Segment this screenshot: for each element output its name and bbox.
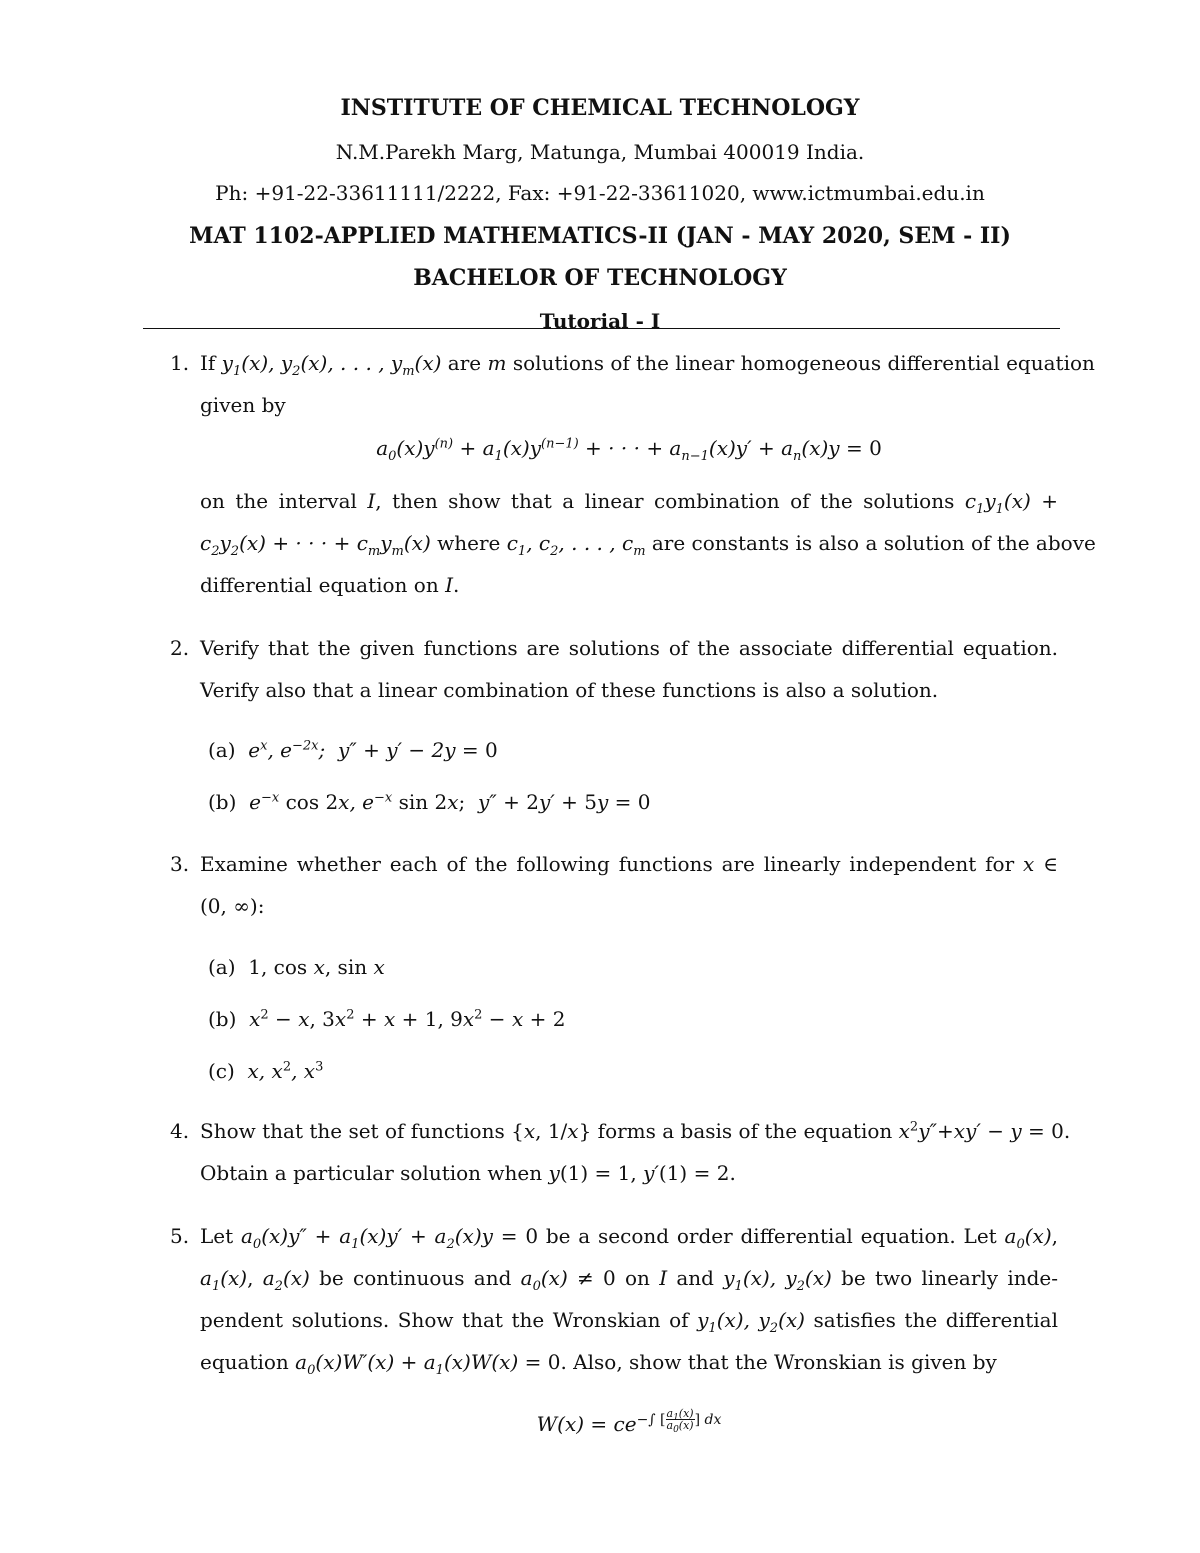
q2-line-1: Verify that the given functions are solutions of the associate differential equation. (200, 636, 1058, 660)
course-title: MAT 1102-APPLIED MATHEMATICS-II (JAN - MAY 2020, SEM - II) (189, 223, 1011, 249)
q2-part-b: (b) $e^{-x}$ cos 2x, $e^{-x}$ sin 2x; y″ + 2y′ + 5y = 0 (208, 790, 651, 814)
q5-line-2: $a_1(x)$, $a_2(x)$ be continuous and $a_0(x) \ne 0$ on I and $y_1(x)$, $y_2(x)$ be two linearly inde- (200, 1266, 1059, 1294)
q3-part-a: (a) 1, cos x, sin x (208, 955, 385, 979)
q1-line-5: differential equation on I. (200, 573, 460, 597)
program-name: BACHELOR OF TECHNOLOGY (413, 265, 787, 291)
q1-equation: $a_0(x)y^{(n)} + a_1(x)y^{(n-1)}$ + · · · + $a_{n-1}(x)y' + a_n(x)y = 0$ (376, 436, 882, 464)
tutorial-title: Tutorial - I (539, 309, 661, 333)
question-number: 2. (170, 636, 190, 660)
question-number: 5. (170, 1224, 190, 1248)
question-number: 1. (170, 351, 190, 375)
institute-address: N.M.Parekh Marg, Matunga, Mumbai 400019 India. (335, 140, 865, 164)
q1-line-3: on the interval I, then show that a linear combination of the solutions $c_1y_1(x)$ + (200, 489, 1058, 517)
q4-line-1: Show that the set of functions {x, 1/x} forms a basis of the equation $x^2y''+xy' - y = 0$. (200, 1119, 1071, 1143)
q2-part-a: (a) $e^x$, $e^{-2x}$; y″ + y′ − 2y = 0 (208, 738, 498, 762)
coefficient-fraction: $\frac{a_1(x)}{a_0(x)}$ (666, 1407, 694, 1436)
q3-part-b: (b) $x^2 - x$, $3x^2 + x + 1$, $9x^2 - x + 2$ (208, 1007, 566, 1031)
institute-contact: Ph: +91-22-33611111/2222, Fax: +91-22-33611020, www.ictmumbai.edu.in (215, 181, 985, 205)
q2-line-2: Verify also that a linear combination of these functions is also a solution. (200, 678, 939, 702)
q1-line-1: If $y_1(x)$, $y_2(x)$, . . . , $y_m(x)$ are m solutions of the linear homogeneous differential equation (200, 351, 1095, 379)
q1-line-2: given by (200, 393, 286, 417)
header-divider (143, 328, 1060, 329)
q1-line-4: $c_2y_2(x)$ + · · · + $c_my_m(x)$ where $c_1$, $c_2$, . . . , $c_m$ are constants is also a solution of the above (200, 531, 1096, 559)
q3-part-c: (c) x, $x^2$, $x^3$ (208, 1059, 324, 1083)
question-number: 3. (170, 852, 190, 876)
wronskian-formula: $W(x) = ce^{-\int [ \frac{a_1(x)}{a_0(x)} ] dx}$ (536, 1407, 722, 1437)
institute-name: INSTITUTE OF CHEMICAL TECHNOLOGY (340, 95, 860, 121)
q3-line-2: (0, ∞): (200, 894, 265, 918)
q5-line-1: Let $a_0(x)y'' + a_1(x)y' + a_2(x)y = 0$ be a second order differential equation. Let $a_0(x)$, (200, 1224, 1058, 1252)
q5-line-3: pendent solutions. Show that the Wronskian of $y_1(x)$, $y_2(x)$ satisfies the differential (200, 1308, 1059, 1336)
q3-line-1: Examine whether each of the following functions are linearly independent for x ∈ (200, 852, 1058, 876)
question-number: 4. (170, 1119, 190, 1143)
q4-line-2: Obtain a particular solution when y(1) = 1, y′(1) = 2. (200, 1161, 736, 1185)
q5-line-4: equation $a_0(x)W'(x) + a_1(x)W(x) = 0$. Also, show that the Wronskian is given by (200, 1350, 997, 1378)
